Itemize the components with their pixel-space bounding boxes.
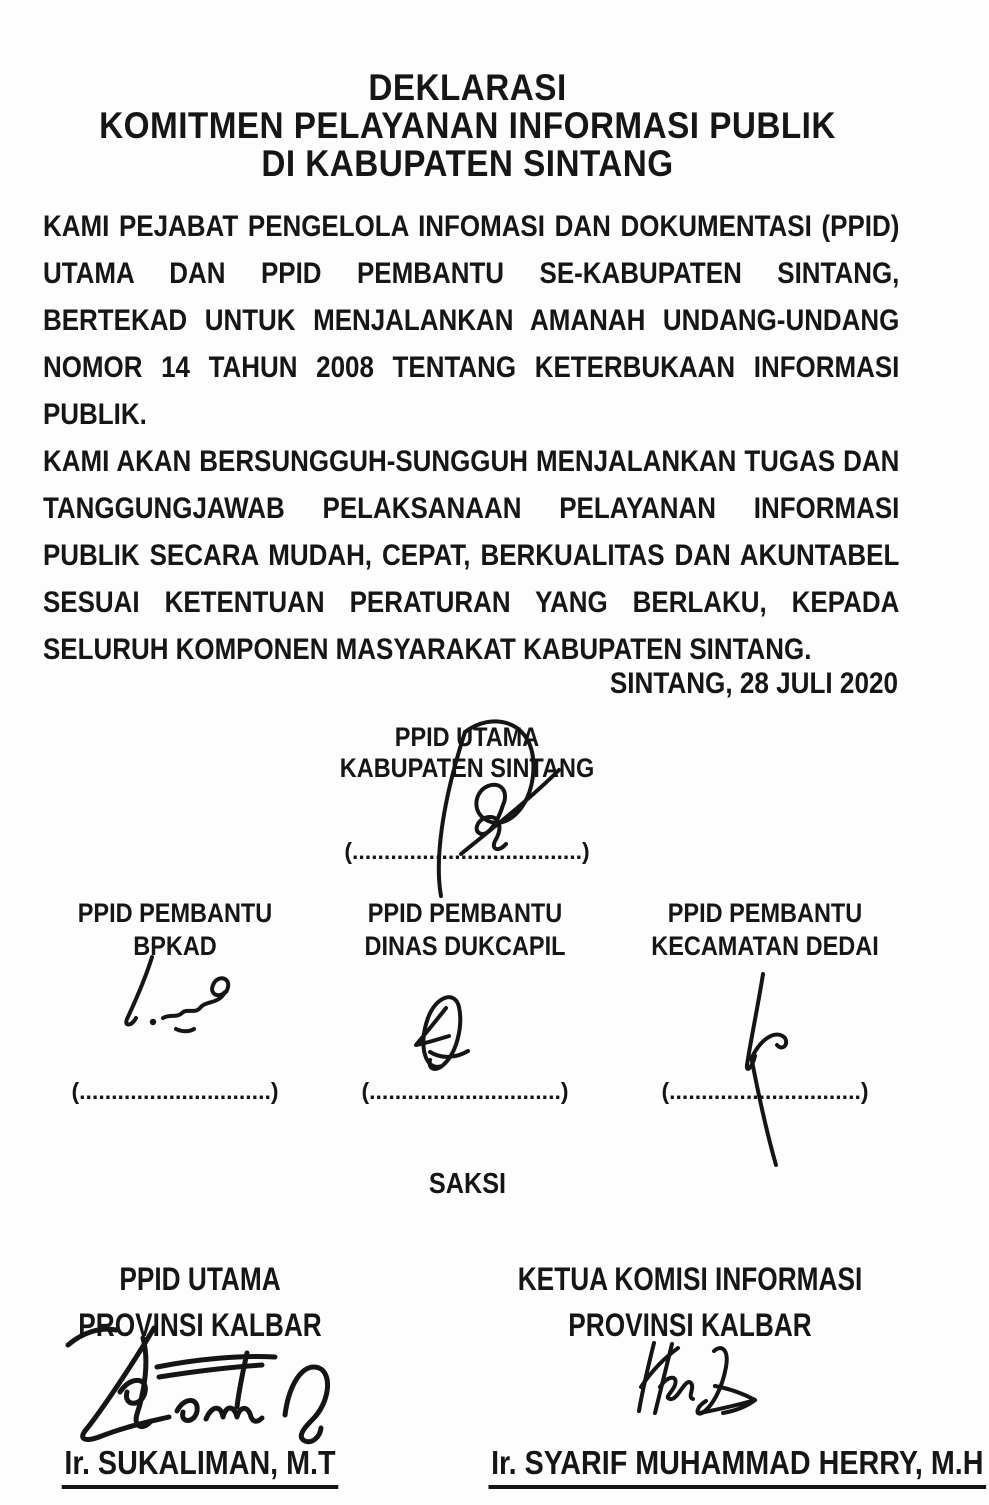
place-and-date: SINTANG, 28 JULI 2020	[609, 667, 898, 700]
ppid-pembantu-dinas-dukcapil-signature	[398, 988, 483, 1080]
assistant-role-2: KECAMATAN DEDAI	[651, 931, 879, 961]
paragraph-line: BERTEKAD UNTUK MENJALANKAN AMANAH UNDANG-UNDANG	[43, 304, 900, 337]
witness-name-text: Ir. SUKALIMAN, M.T	[62, 1444, 338, 1489]
witness-name-syarif-muhammad-herry	[488, 1444, 984, 1489]
sukaliman-signature	[56, 1318, 351, 1458]
assistant-dotted-line-dedai: (..............................)	[661, 1078, 869, 1104]
assistant-role-2: DINAS DUKCAPIL	[364, 931, 566, 961]
paragraph-line: TANGGUNGJAWAB PELAKSANAAN PELAYANAN INFORMASI	[43, 492, 900, 525]
ppid-pembantu-kecamatan-dedai-signature	[736, 968, 798, 1168]
assistant-role-2: BPKAD	[133, 931, 217, 961]
title-line-3: DI KABUPATEN SINTANG	[261, 143, 674, 184]
title-line-2: KOMITMEN PELAYANAN INFORMASI PUBLIK	[99, 105, 836, 146]
witness-role-2: PROVINSI KALBAR	[568, 1307, 812, 1343]
paragraph-line: SESUAI KETENTUAN PERATURAN YANG BERLAKU, KEPADA	[43, 586, 900, 619]
assistant-role-1: PPID PEMBANTU	[667, 898, 863, 928]
title-line-1: DEKLARASI	[368, 67, 567, 108]
witness-role-2: PROVINSI KALBAR	[78, 1307, 322, 1343]
paragraph-line: UTAMA DAN PPID PEMBANTU SE-KABUPATEN SINTANG,	[43, 257, 900, 290]
main-signatory-dotted-line: (....................................)	[344, 838, 590, 864]
document-title	[47, 69, 889, 183]
main-signatory-role-2: KABUPATEN SINTANG	[339, 753, 595, 783]
paragraph-line: SELURUH KOMPONEN MASYARAKAT KABUPATEN SINTANG.	[43, 633, 812, 666]
syarif-muhammad-herry-signature	[626, 1330, 771, 1425]
paragraph-line: PUBLIK.	[43, 398, 147, 431]
witness-heading: SAKSI	[428, 1168, 507, 1200]
assistant-block-kecamatan-dedai	[635, 897, 896, 963]
witness-role-1: KETUA KOMISI INFORMASI	[517, 1261, 863, 1297]
paragraph-line: KAMI AKAN BERSUNGGUH-SUNGGUH MENJALANKAN TUGAS DAN	[43, 445, 900, 478]
assistant-block-dinas-dukcapil	[339, 897, 591, 963]
paragraph-line: KAMI PEJABAT PENGELOLA INFOMASI DAN DOKUMENTASI (PPID)	[43, 210, 900, 243]
paragraph-1	[43, 203, 899, 673]
assistant-dotted-line-bpkad: (..............................)	[71, 1078, 279, 1104]
main-signatory-role-1: PPID UTAMA	[394, 722, 540, 752]
witness-role-1: PPID UTAMA	[119, 1261, 281, 1297]
ppid-pembantu-bpkad-signature	[112, 952, 247, 1042]
assistant-role-1: PPID PEMBANTU	[367, 898, 563, 928]
paragraph-line: NOMOR 14 TAHUN 2008 TENTANG KETERBUKAAN INFORMASI	[43, 351, 900, 384]
witness-name-text: Ir. SYARIF MUHAMMAD HERRY, M.H	[488, 1444, 986, 1489]
assistant-role-1: PPID PEMBANTU	[77, 898, 273, 928]
paragraph-line: PUBLIK SECARA MUDAH, CEPAT, BERKUALITAS DAN AKUNTABEL	[43, 539, 900, 572]
assistant-dotted-line-dukcapil: (..............................)	[361, 1078, 569, 1104]
ppid-utama-kabupaten-sintang-signature	[405, 710, 580, 905]
